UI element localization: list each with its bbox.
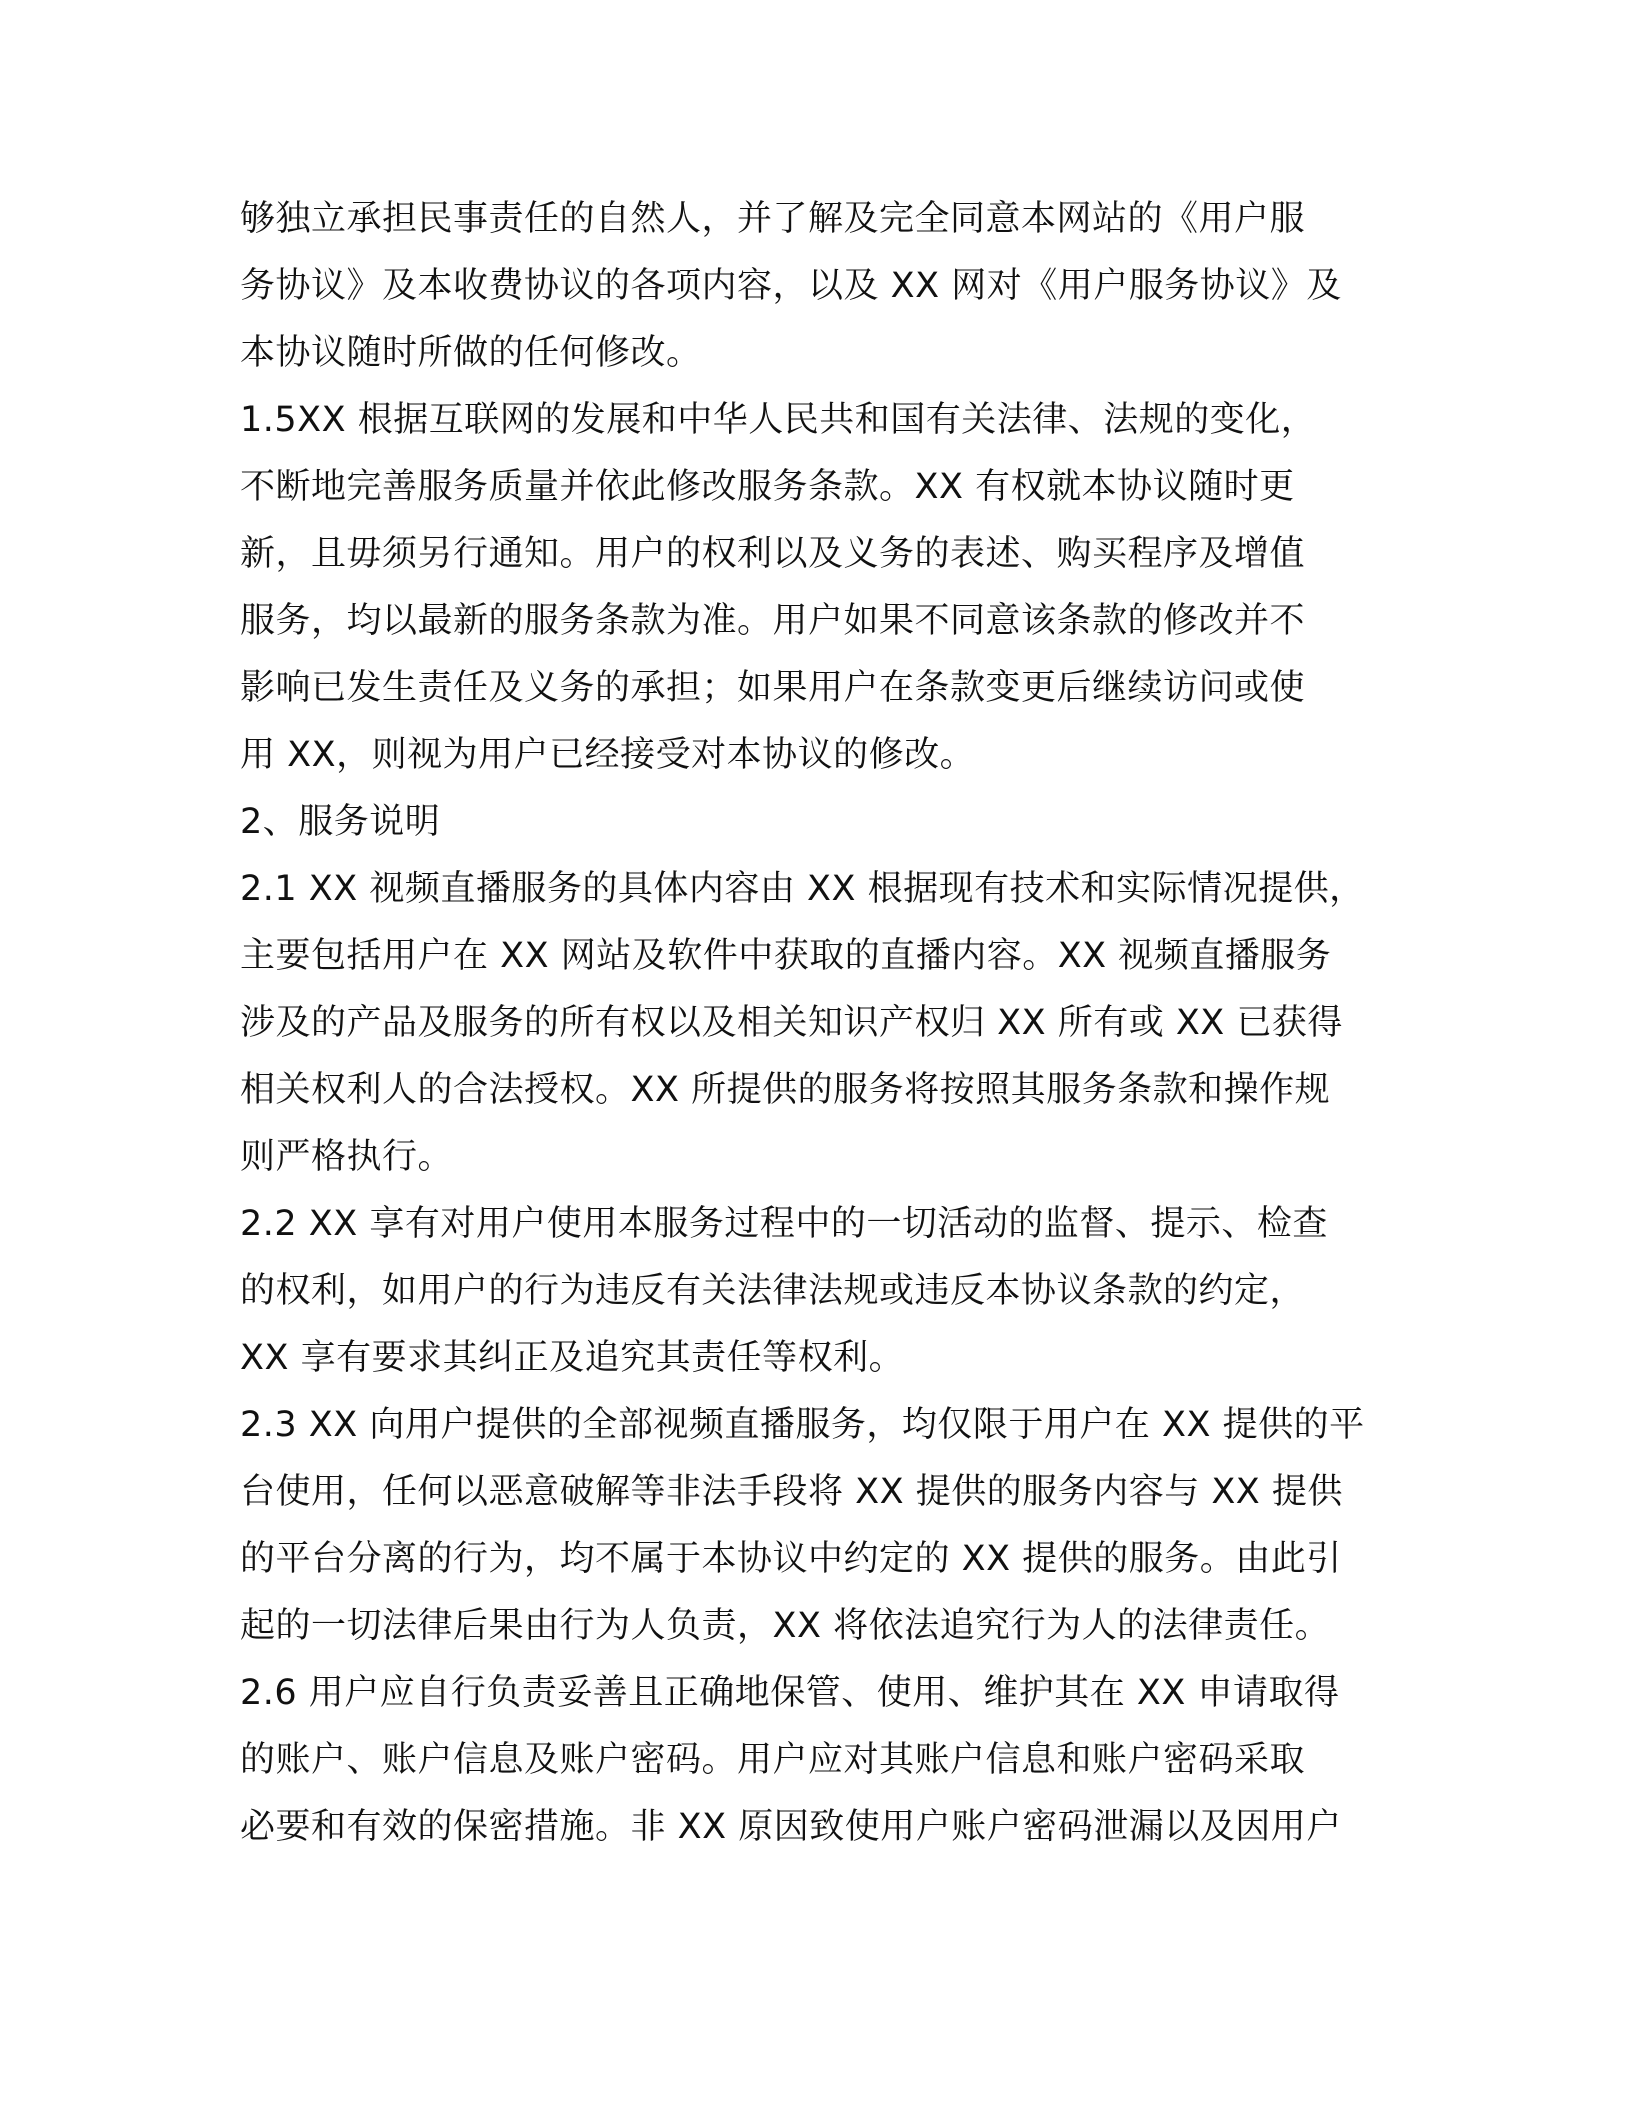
section-2-6-line: 2.6 用户应自行负责妥善且正确地保管、使用、维护其在 XX 申请取得 xyxy=(240,1673,1340,1713)
text-line: 服务，均以最新的服务条款为准。用户如果不同意该条款的修改并不 xyxy=(240,601,1306,641)
text-line: 必要和有效的保密措施。非 XX 原因致使用户账户密码泄漏以及因用户 xyxy=(240,1807,1342,1847)
section-2-3-line: 2.3 XX 向用户提供的全部视频直播服务，均仅限于用户在 XX 提供的平 xyxy=(240,1405,1365,1445)
text-line: 相关权利人的合法授权。XX 所提供的服务将按照其服务条款和操作规 xyxy=(240,1070,1331,1110)
section-2-1-line: 2.1 XX 视频直播服务的具体内容由 XX 根据现有技术和实际情况提供， xyxy=(240,869,1365,909)
section-2-2-line: 2.2 XX 享有对用户使用本服务过程中的一切活动的监督、提示、检查 xyxy=(240,1204,1328,1244)
text-line: 务协议》及本收费协议的各项内容，以及 XX 网对《用户服务协议》及 xyxy=(240,266,1342,306)
text-line: 涉及的产品及服务的所有权以及相关知识产权归 XX 所有或 XX 已获得 xyxy=(240,1003,1343,1043)
text-line: 影响已发生责任及义务的承担；如果用户在条款变更后继续访问或使 xyxy=(240,668,1306,708)
text-line: 不断地完善服务质量并依此修改服务条款。XX 有权就本协议随时更 xyxy=(240,467,1295,507)
section-1-5-line: 1.5XX 根据互联网的发展和中华人民共和国有关法律、法规的变化， xyxy=(240,400,1317,440)
text-line: 新，且毋须另行通知。用户的权利以及义务的表述、购买程序及增值 xyxy=(240,534,1306,574)
text-line: XX 享有要求其纠正及追究其责任等权利。 xyxy=(240,1338,905,1378)
text-line: 的权利，如用户的行为违反有关法律法规或违反本协议条款的约定， xyxy=(240,1271,1306,1311)
text-line: 够独立承担民事责任的自然人，并了解及完全同意本网站的《用户服 xyxy=(240,199,1306,239)
document-body xyxy=(240,186,1390,1861)
text-line: 的平台分离的行为，均不属于本协议中约定的 XX 提供的服务。由此引 xyxy=(240,1539,1342,1579)
text-line: 则严格执行。 xyxy=(240,1137,454,1177)
text-line: 起的一切法律后果由行为人负责，XX 将依法追究行为人的法律责任。 xyxy=(240,1606,1331,1646)
text-line: 本协议随时所做的任何修改。 xyxy=(240,333,702,373)
text-line: 台使用，任何以恶意破解等非法手段将 XX 提供的服务内容与 XX 提供 xyxy=(240,1472,1343,1512)
text-line: 主要包括用户在 XX 网站及软件中获取的直播内容。XX 视频直播服务 xyxy=(240,936,1332,976)
text-line: 的账户、账户信息及账户密码。用户应对其账户信息和账户密码采取 xyxy=(240,1740,1306,1780)
section-heading-2: 2、服务说明 xyxy=(240,802,441,842)
text-line: 用 XX，则视为用户已经接受对本协议的修改。 xyxy=(240,735,976,775)
